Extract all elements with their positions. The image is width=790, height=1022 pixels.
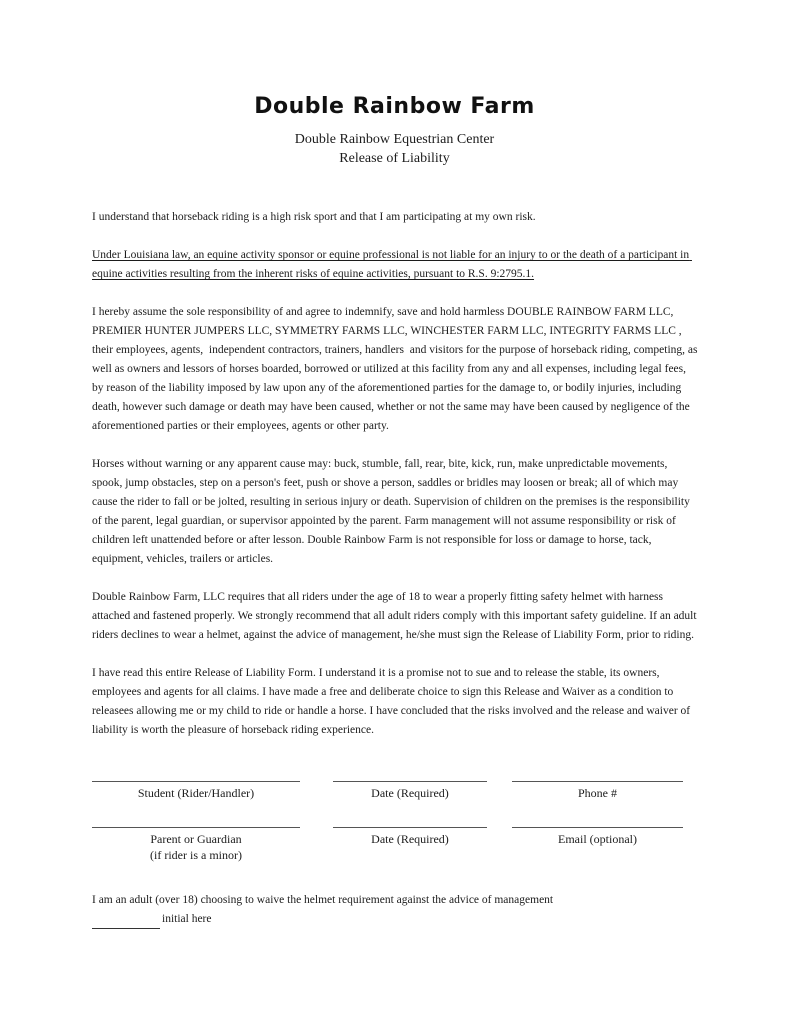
initial-here-label: initial here xyxy=(162,913,212,925)
parent-signature-sublabel: (if rider is a minor) xyxy=(150,848,242,862)
signature-section xyxy=(92,781,698,863)
phone-label: Phone # xyxy=(578,786,617,800)
date-label-1: Date (Required) xyxy=(371,786,449,800)
helmet-waiver-statement: I am an adult (over 18) choosing to waive the helmet requirement against the advice of management xyxy=(92,894,554,906)
student-signature-label: Student (Rider/Handler) xyxy=(137,786,255,800)
paragraph-indemnification: I hereby assume the sole responsibility of and agree to indemnify, save and hold harmless DOUBLE RAINBOW FARM LLC, PREMIER HUNTER JUMPERS LLC, SYMMETRY FARMS LLC, WINCHESTER FARM LLC, INTEGRITY FARMS LLC , their employees, agents, independent contractors, trainers, handlers and visitors for the purpose of horseback riding, competing, as well as owners and lessors of horses boarded, borrowed or utilized at this facility from any and all expenses, including legal fees, by reason of the liability imposed by law upon any of the aforementioned parties for the damage to, or bodily injuries, including death, however such damage or death may have been caused, whether or not the same may have been caused by negligence of the aforementioned parties or their employees, agents or other party. xyxy=(92,306,701,432)
parent-signature-field xyxy=(92,827,300,863)
helmet-waiver-initial-row xyxy=(92,910,698,929)
paragraph-helmet-policy: Double Rainbow Farm, LLC requires that all riders under the age of 18 to wear a properly fitting safety helmet with harness attached and fastened properly. We strongly recommend that all adult riders comply with this important safety guideline. If an adult riders declines to wear a helmet, against the advice of management, he/she must sign the Release of Liability Form, prior to riding. xyxy=(92,591,700,641)
paragraph-risk-acknowledgement: I understand that horseback riding is a high risk sport and that I am participating at my own risk. xyxy=(92,211,536,223)
student-signature-field xyxy=(92,781,300,801)
document-body xyxy=(92,208,701,929)
date-label-2: Date (Required) xyxy=(371,832,449,846)
email-line[interactable] xyxy=(512,827,683,828)
farm-title: Double Rainbow Farm xyxy=(254,94,535,119)
paragraph-acknowledgement: I have read this entire Release of Liability Form. I understand it is a promise not to sue and to release the stable, its owners, employees and agents for all claims. I have made a free and deliberate choice to sign this Release and Waiver as a condition to releasees allowing me or my child to ride or handle a horse. I have concluded that the risks involved and the release and waiver of liability is worth the pleasure of horseback riding experience. xyxy=(92,667,693,736)
helmet-waiver-section xyxy=(92,891,698,929)
parent-signature-label: Parent or Guardian xyxy=(150,832,242,846)
paragraph-horse-behavior: Horses without warning or any apparent cause may: buck, stumble, fall, rear, bite, kick, run, make unpredictable movements, spook, jump obstacles, step on a person's feet, push or shove a person, saddles or bridles may loosen or break; all of which may cause the rider to fall or be jolted, resulting in serious injury or death. Supervision of children on the premises is the responsibility of the parent, legal guardian, or supervisor appointed by the parent. Farm management will not assume responsibility or risk of children left unattended before or after lesson. Double Rainbow Farm is not responsible for loss or damage to horse, tack, equipment, vehicles, trailers or articles. xyxy=(92,458,693,565)
student-signature-line[interactable] xyxy=(92,781,300,782)
date-field-2 xyxy=(333,827,487,847)
signature-row-student xyxy=(92,781,698,801)
email-label: Email (optional) xyxy=(558,832,637,846)
equestrian-center-subtitle: Double Rainbow Equestrian Center xyxy=(294,132,495,147)
parent-signature-line[interactable] xyxy=(92,827,300,828)
document-header xyxy=(92,94,697,168)
date-line-2[interactable] xyxy=(333,827,487,828)
date-field-1 xyxy=(333,781,487,801)
phone-line[interactable] xyxy=(512,781,683,782)
signature-row-parent xyxy=(92,827,698,863)
date-line-1[interactable] xyxy=(333,781,487,782)
email-field xyxy=(512,827,683,847)
document-type-subtitle: Release of Liability xyxy=(339,151,450,166)
paragraph-louisiana-law: Under Louisiana law, an equine activity sponsor or equine professional is not liable for an injury to or the death of a participant in equine activities resulting from the inherent risks of equine activities, pursuant to R.S. 9:2795.1. xyxy=(92,249,692,280)
phone-field xyxy=(512,781,683,801)
initial-here-line[interactable] xyxy=(92,916,160,929)
